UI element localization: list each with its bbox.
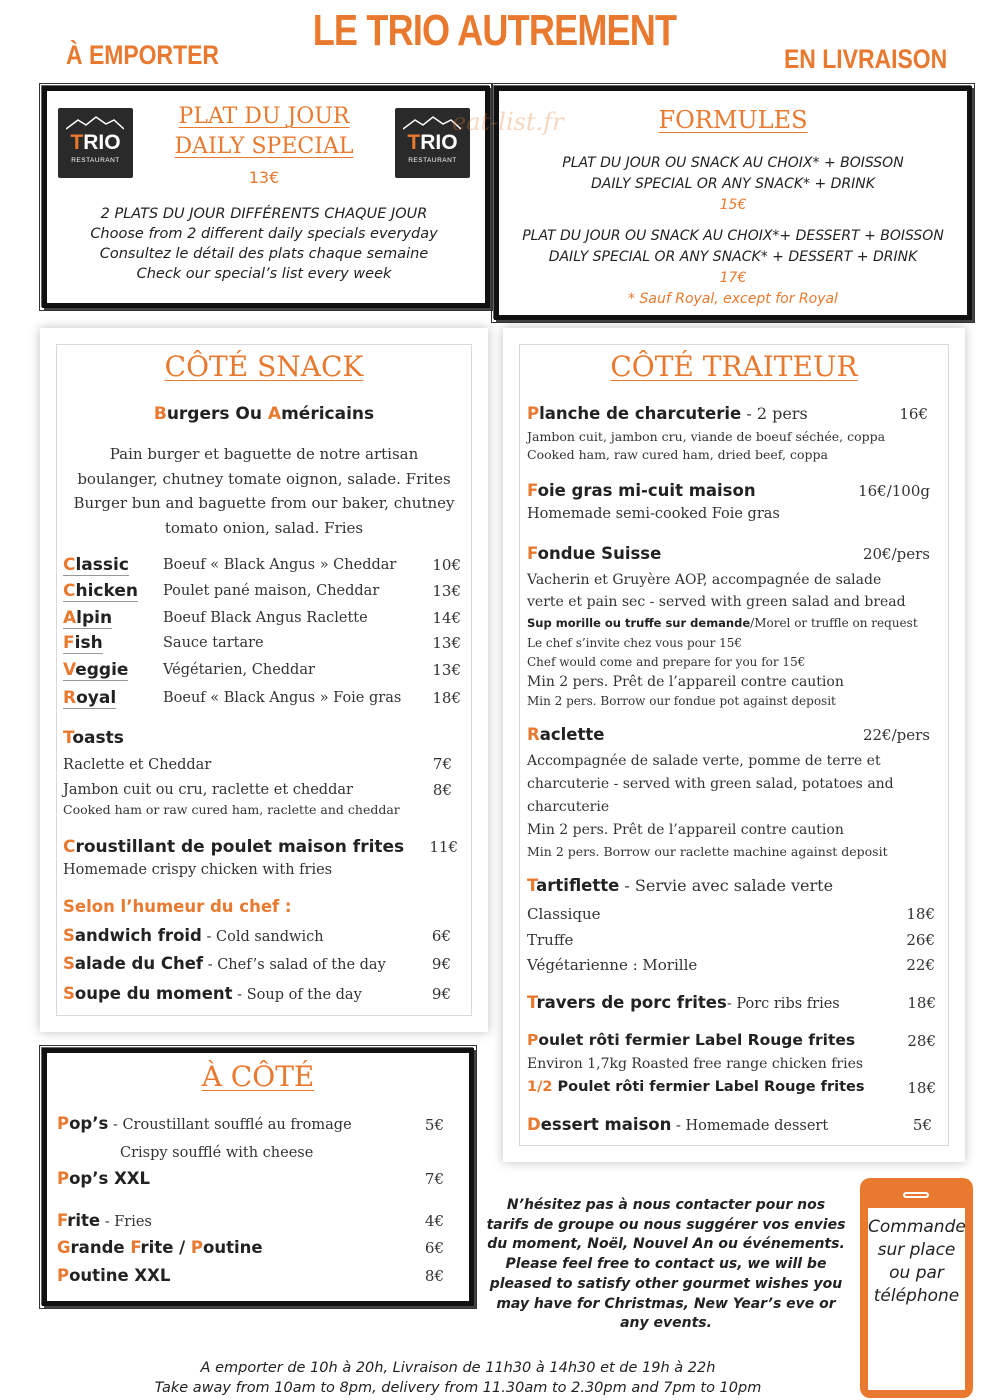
burgers-description: Pain burger et baguette de notre artisan boulanger, chutney tomate oignon, salade. Frites Burger bun and baguette from our baker, chutney tomato onion, salad. Fries bbox=[73, 445, 455, 537]
burger-name: Chicken bbox=[63, 581, 138, 601]
phone-order-text: Commande sur place ou par téléphone bbox=[868, 1217, 966, 1306]
dessert-price: 5€ bbox=[912, 1116, 932, 1134]
burger-price: 18€ bbox=[432, 689, 461, 707]
tartiflette-price: 22€ bbox=[906, 956, 935, 974]
toast-2: Jambon cuit ou cru, raclette et cheddar bbox=[63, 782, 353, 798]
burger-desc: Sauce tartare bbox=[163, 635, 264, 651]
tartiflette-name: Végétarienne : Morille bbox=[527, 956, 698, 974]
burger-price: 10€ bbox=[432, 556, 461, 574]
watermark: eat-list.fr bbox=[452, 108, 564, 136]
roast-chicken-price: 28€ bbox=[907, 1032, 936, 1050]
pork-ribs: Travers de porc frites- Porc ribs fries bbox=[527, 993, 840, 1012]
chef-item: Sandwich froid - Cold sandwich 6€ bbox=[63, 926, 451, 945]
crispy-chicken-price: 11€ bbox=[429, 838, 458, 856]
daily-special-text: 2 PLATS DU JOUR DIFFÉRENTS CHAQUE JOUR Choose from 2 different daily specials everyday Consultez le détail des plats chaque semaine Check our special’s list every week bbox=[90, 206, 438, 282]
page-title: LE TRIO AUTREMENT bbox=[312, 6, 677, 55]
fondue-details: Sup morille ou truffe sur demande/Morel or truffle on request Le chef s’invite chez vous pour 15€ Chef would come and prepare for you for 15€ Min 2 pers. Prêt de l’appareil contre caution Min 2 pers. Borrow our fondue pot against deposit bbox=[527, 616, 918, 708]
catering-title: CÔTÉ TRAITEUR bbox=[610, 350, 858, 383]
burgers-heading: Burgers Ou Américains bbox=[153, 404, 375, 424]
burger-price: 13€ bbox=[432, 582, 461, 600]
pops-price: 5€ bbox=[424, 1116, 444, 1134]
foie-gras: Foie gras mi-cuit maison bbox=[527, 481, 756, 500]
burger-item bbox=[63, 660, 463, 684]
burger-desc: Végétarien, Cheddar bbox=[163, 662, 315, 678]
tartiflette-name: Classique bbox=[527, 905, 601, 923]
tartiflette-item bbox=[527, 931, 937, 953]
large-fries-poutine: Grande Frite / Poutine bbox=[57, 1238, 263, 1257]
formulas-title: FORMULES bbox=[658, 106, 808, 134]
tartiflette-price: 18€ bbox=[906, 905, 935, 923]
burger-price: 14€ bbox=[432, 609, 461, 627]
raclette-desc: Accompagnée de salade verte, pomme de terre et charcuterie - served with green salad, potatoes and charcuterie bbox=[527, 753, 894, 815]
chef-item: Salade du Chef - Chef’s salad of the day 9€ bbox=[63, 954, 451, 973]
burger-price: 13€ bbox=[432, 661, 461, 679]
toasts-heading: Toasts bbox=[63, 728, 124, 748]
tartiflette: Tartiflette - Servie avec salade verte bbox=[527, 876, 834, 895]
pops-xxl: Pop’s XXL bbox=[57, 1169, 151, 1188]
roast-chicken: Poulet rôti fermier Label Rouge frites bbox=[527, 1031, 856, 1049]
sides-title: À CÔTÉ bbox=[201, 1060, 315, 1093]
raclette-price: 22€/pers bbox=[862, 726, 930, 744]
tartiflette-item bbox=[527, 905, 937, 927]
burger-name: Fish bbox=[63, 633, 103, 653]
formula-2: PLAT DU JOUR OU SNACK AU CHOIX*+ DESSERT + BOISSON DAILY SPECIAL OR ANY SNACK* + DESSERT + DRINK 17€ * Sauf Royal, except for Royal bbox=[522, 228, 944, 307]
chef-item-price: 9€ bbox=[431, 985, 451, 1003]
charcuterie-price: 16€ bbox=[899, 405, 928, 423]
contact-text: N’hésitez pas à nous contacter pour nos tarifs de groupe ou nous suggérer vos envies du moment, Noël, Nouvel An ou événements. Please feel free to contact us, we will be pleased to satisfy other gourmet wishes you may have for Christmas, New Year’s eve or any events. bbox=[486, 1197, 846, 1332]
pops-en: Crispy soufflé with cheese bbox=[120, 1145, 314, 1161]
daily-special-price: 13€ bbox=[248, 168, 280, 187]
crispy-chicken-en: Homemade crispy chicken with fries bbox=[63, 862, 333, 878]
chef-item-price: 9€ bbox=[431, 955, 451, 973]
poutine-xxl: Poutine XXL bbox=[57, 1266, 171, 1285]
half-chicken-price: 18€ bbox=[907, 1079, 936, 1097]
trio-logo-right: TRIO RESTAURANT bbox=[395, 108, 470, 178]
burger-name: Royal bbox=[63, 688, 117, 708]
toast-2-price: 8€ bbox=[432, 781, 452, 799]
fries: Frite - Fries bbox=[57, 1211, 152, 1230]
raclette-deposit: Min 2 pers. Prêt de l’appareil contre caution Min 2 pers. Borrow our raclette machine against deposit bbox=[527, 822, 888, 859]
poutine-xxl-price: 8€ bbox=[424, 1267, 444, 1285]
charcuterie-board: Planche de charcuterie - 2 pers bbox=[527, 404, 808, 423]
chef-item: Soupe du moment - Soup of the day 9€ bbox=[63, 984, 451, 1003]
fondue-price: 20€/pers bbox=[862, 545, 930, 563]
toast-1: Raclette et Cheddar bbox=[63, 757, 212, 773]
fondue-desc: Vacherin et Gruyère AOP, accompagnée de salade verte et pain sec - served with green salad and bread bbox=[527, 572, 906, 610]
tartiflette-item bbox=[527, 956, 937, 978]
toast-2-en: Cooked ham or raw cured ham, raclette and cheddar bbox=[63, 802, 400, 817]
burger-item bbox=[63, 608, 463, 632]
formula-1: PLAT DU JOUR OU SNACK AU CHOIX* + BOISSON DAILY SPECIAL OR ANY SNACK* + DRINK 15€ bbox=[562, 155, 904, 213]
tartiflette-price: 26€ bbox=[906, 931, 935, 949]
toast-1-price: 7€ bbox=[432, 755, 452, 773]
foie-gras-price: 16€/100g bbox=[858, 482, 930, 500]
pops: Pop’s - Croustillant soufflé au fromage bbox=[57, 1114, 352, 1133]
tartiflette-name: Truffe bbox=[527, 931, 574, 949]
burger-price: 13€ bbox=[432, 634, 461, 652]
mountain-icon bbox=[66, 116, 124, 130]
burger-item bbox=[63, 688, 463, 712]
takeaway-label: À EMPORTER bbox=[66, 40, 220, 70]
burger-item bbox=[63, 581, 463, 605]
charcuterie-fr: Jambon cuit, jambon cru, viande de boeuf séchée, coppa bbox=[527, 429, 886, 444]
burger-name: Veggie bbox=[63, 660, 129, 680]
foie-gras-en: Homemade semi-cooked Foie gras bbox=[527, 506, 780, 522]
burger-item bbox=[63, 555, 463, 579]
trio-logo-left: TRIO RESTAURANT bbox=[58, 108, 133, 178]
pork-ribs-price: 18€ bbox=[907, 994, 936, 1012]
raclette: Raclette bbox=[527, 725, 605, 744]
opening-hours: A emporter de 10h à 20h, Livraison de 11h30 à 14h30 et de 19h à 22h Take away from 10am to 8pm, delivery from 11.30am to 2.30pm and 7pm to 10pm bbox=[154, 1360, 762, 1396]
burger-name: Classic bbox=[63, 555, 129, 575]
crispy-chicken: Croustillant de poulet maison frites bbox=[63, 837, 405, 857]
delivery-label: EN LIVRAISON bbox=[784, 44, 948, 74]
fries-price: 4€ bbox=[424, 1212, 444, 1230]
burger-desc: Boeuf « Black Angus » Foie gras bbox=[163, 690, 402, 706]
chef-mood-heading: Selon l’humeur du chef : bbox=[63, 897, 292, 916]
pops-xxl-price: 7€ bbox=[424, 1170, 444, 1188]
roast-chicken-en: Environ 1,7kg Roasted free range chicken fries bbox=[527, 1056, 864, 1072]
burger-desc: Boeuf « Black Angus » Cheddar bbox=[163, 557, 397, 573]
burger-desc: Poulet pané maison, Cheddar bbox=[163, 583, 380, 599]
burger-name: Alpin bbox=[63, 608, 113, 628]
charcuterie-en: Cooked ham, raw cured ham, dried beef, coppa bbox=[527, 447, 828, 462]
daily-special-title-fr: PLAT DU JOUR bbox=[178, 104, 350, 129]
daily-special-title-en: DAILY SPECIAL bbox=[174, 134, 354, 159]
snack-title: CÔTÉ SNACK bbox=[164, 350, 364, 383]
homemade-dessert: Dessert maison - Homemade dessert bbox=[527, 1115, 829, 1134]
burger-desc: Boeuf Black Angus Raclette bbox=[163, 610, 368, 626]
half-roast-chicken: 1/2 Poulet rôti fermier Label Rouge frites bbox=[527, 1079, 865, 1095]
burger-item bbox=[63, 633, 463, 657]
chef-item-price: 6€ bbox=[431, 927, 451, 945]
fondue: Fondue Suisse bbox=[527, 544, 662, 563]
large-fries-price: 6€ bbox=[424, 1239, 444, 1257]
